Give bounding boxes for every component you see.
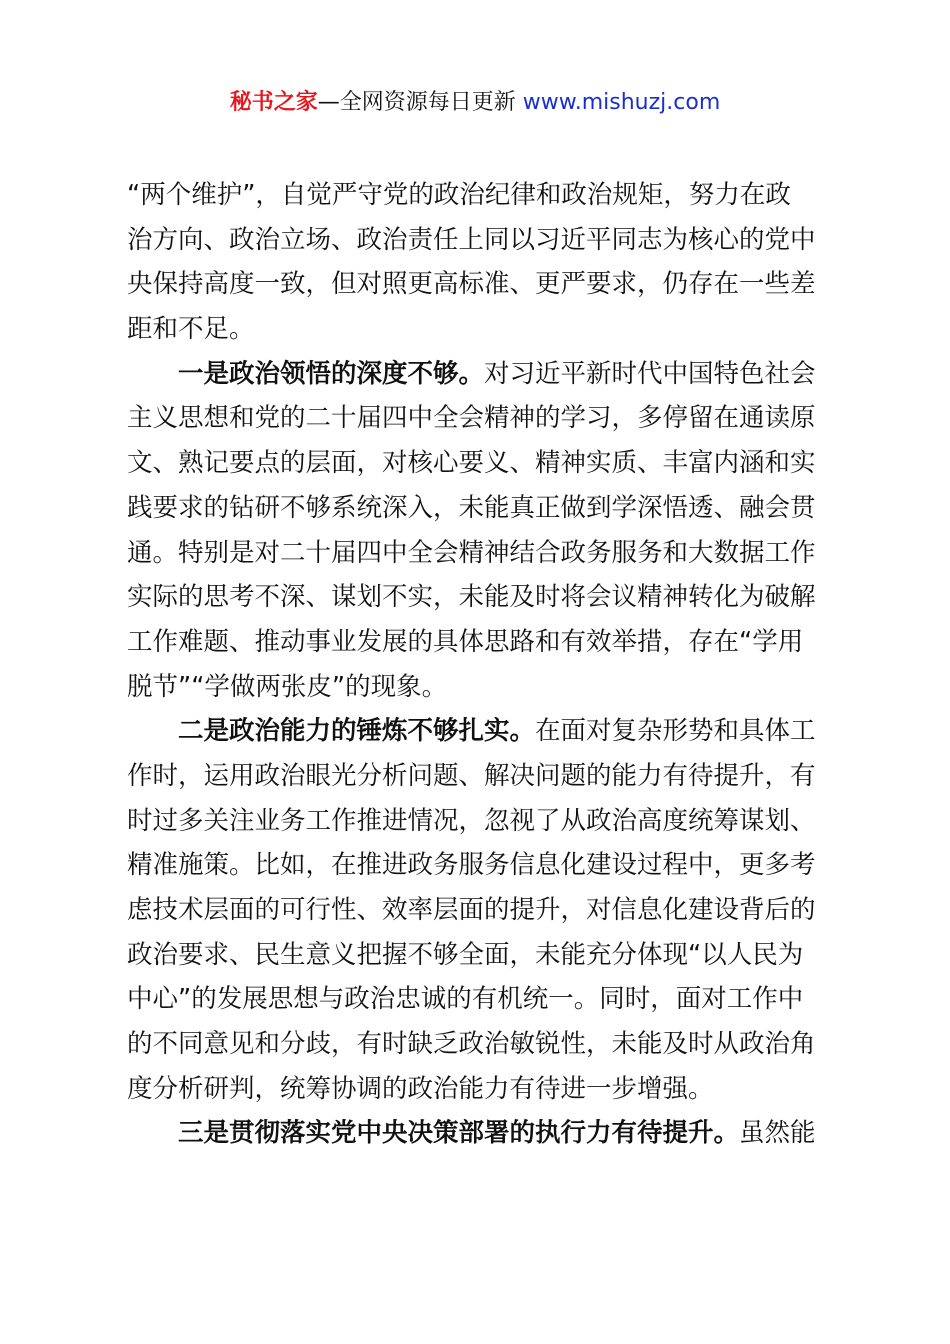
text-line: 政治要求、民生意义把握不够全面，未能充分体现“以人民为 [127,939,804,970]
text-line: 作时，运用政治眼光分析问题、解决问题的能力有待提升，有 [127,760,816,791]
text-run: 虽然能 [739,1118,816,1149]
paragraph-first-line [127,352,835,397]
text-line: 时过多关注业务工作推进情况，忽视了从政治高度统筹谋划、 [127,805,816,836]
section-heading: 一是政治领悟的深度不够。 [178,358,485,389]
text-line: 文、熟记要点的层面，对核心要义、精神实质、丰富内涵和实 [127,448,816,479]
text-run: 在面对复杂形势和具体工 [535,716,816,747]
text-line: 实际的思考不深、谋划不实，未能及时将会议精神转化为破解 [127,582,816,613]
text-line: “两个维护”，自觉严守党的政治纪律和政治规矩，努力在政 [127,180,791,210]
section-heading: 二是政治能力的锤炼不够扎实。 [178,716,536,747]
section-heading: 三是贯彻落实党中央决策部署的执行力有待提升。 [178,1118,740,1149]
paragraph-first-line [127,709,835,754]
text-line: 央保持高度一致，但对照更高标准、更严要求，仍存在一些差 [127,269,816,300]
text-line: 通。特别是对二十届四中全会精神结合政务服务和大数据工作 [127,537,816,568]
text-line: 工作难题、推动事业发展的具体思路和有效举措，存在“学用 [127,626,804,657]
text-line: 度分析研判，统筹协调的政治能力有待进一步增强。 [127,1073,714,1104]
brand-name: 秘书之家 [229,90,318,115]
text-run: 对习近平新时代中国特色社会 [484,358,816,389]
site-url[interactable]: www.mishuzj.com [522,90,721,115]
text-line: 虑技术层面的可行性、效率层面的提升，对信息化建设背后的 [127,895,816,925]
text-line: 中心”的发展思想与政治忠诚的有机统一。同时，面对工作中 [127,984,804,1015]
text-line: 主义思想和党的二十届四中全会精神的学习，多停留在通读原 [127,403,816,434]
text-line: 治方向、政治立场、政治责任上同以习近平同志为核心的党中 [127,224,816,255]
header-slogan: —全网资源每日更新 [317,90,523,115]
text-line: 践要求的钻研不够系统深入，未能真正做到学深悟透、融会贯 [127,492,816,523]
paragraph-first-line [127,1111,835,1156]
text-line: 的不同意见和分歧，有时缺乏政治敏锐性，未能及时从政治角 [127,1029,816,1060]
text-line: 精准施策。比如，在推进政务服务信息化建设过程中，更多考 [127,850,816,881]
text-line: 脱节”“学做两张皮”的现象。 [127,671,448,702]
document-body [127,173,835,1156]
text-line: 距和不足。 [127,314,255,345]
site-header [0,86,950,120]
